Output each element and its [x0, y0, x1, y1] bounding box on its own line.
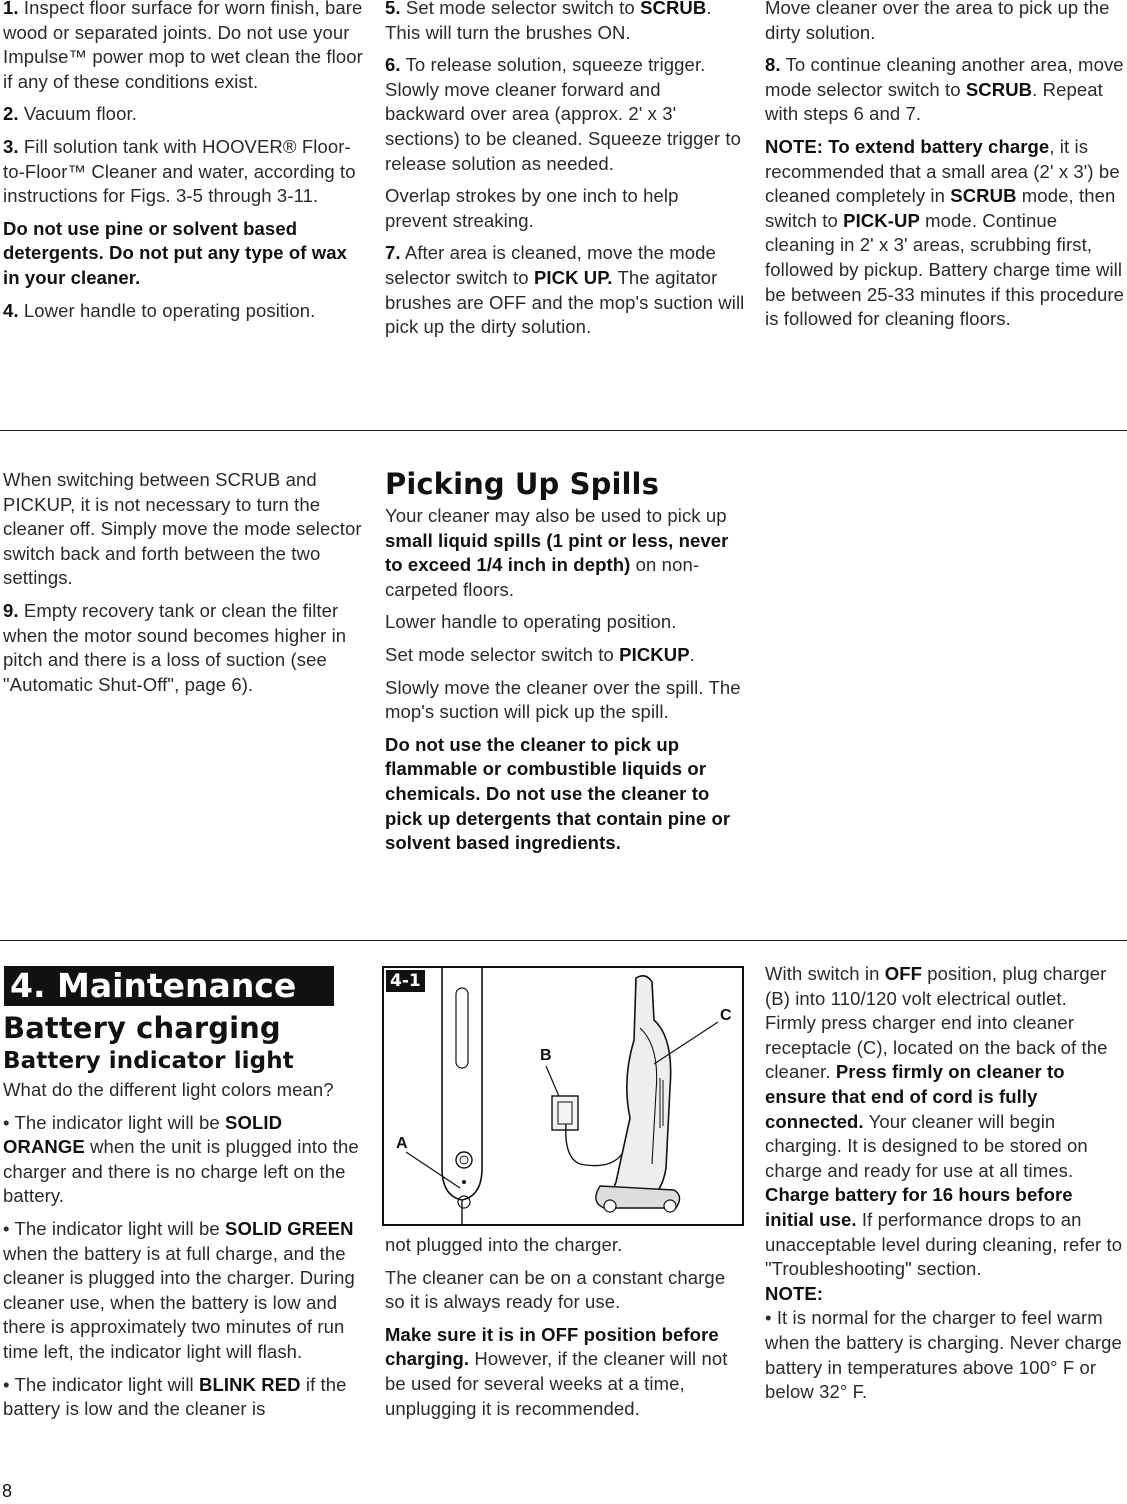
step-text: Inspect floor surface for worn finish, bare wood or separated joints. Do not use your Impulse™ power mop to wet clean the floor if any of these conditions exist. — [3, 0, 363, 92]
divider-top — [0, 430, 1127, 431]
step-7-continued: Move cleaner over the area to pick up the dirty solution. — [765, 0, 1110, 43]
charger-warm-note: • It is normal for the charger to feel warm when the battery is charging. Never charge battery in temperatures above 100° F or below 32° F. — [765, 1307, 1122, 1403]
step-text: Set mode selector switch to — [405, 0, 635, 18]
battery-note — [765, 135, 1125, 332]
text: when the battery is at full charge, and the cleaner is plugged into the charger. During cleaner use, when the battery is low and there is approximately two minutes of run time left, the indicator light will flash. — [3, 1242, 355, 1362]
text: With switch in — [765, 963, 880, 984]
text: Your cleaner may also be used to pick up — [385, 505, 727, 526]
chapter-title: 4. Maintenance — [4, 966, 334, 1006]
step-text: After area is cleaned, move the mode selector switch to — [385, 242, 716, 288]
section-heading-battery: Battery charging — [3, 1011, 281, 1045]
top-column-3 — [765, 0, 1125, 340]
callout-a: A — [396, 1135, 408, 1152]
connection-warning: Press firmly on cleaner to ensure that end of cord is fully connected. — [765, 1061, 1065, 1132]
top-column-2 — [385, 0, 745, 348]
middle-column-2 — [385, 468, 747, 864]
step-3 — [3, 135, 363, 209]
wall-outlet-icon — [552, 1096, 578, 1130]
figure-4-1 — [382, 966, 744, 1226]
text: position, plug charger (B) into 110/120 volt electrical outlet. — [765, 963, 1107, 1009]
text: if the battery is low and the cleaner is — [3, 1373, 347, 1420]
note-text: mode. Continue cleaning in 2' x 3' areas, scrubbing first, followed by pickup. Battery charge time will be between 25-33 minutes if this procedure is followed for cleaning floors. — [765, 209, 1124, 330]
note-text: , it is recommended that a small area (2' x 3') be cleaned completely in — [765, 135, 1120, 207]
step-6 — [385, 53, 745, 176]
step-text: Lower handle to operating position. — [23, 299, 316, 321]
subheading-indicator: Battery indicator light — [3, 1048, 294, 1074]
mode-scrub: SCRUB — [950, 185, 1017, 207]
set-mode — [385, 643, 747, 668]
mode-scrub: SCRUB — [965, 78, 1033, 100]
mode-pickup: PICK UP. — [533, 266, 613, 288]
step-2 — [3, 102, 363, 127]
step-number: 6. — [385, 54, 401, 76]
handle-outline — [442, 968, 482, 1200]
step-text: . This will turn the brushes ON. — [385, 0, 712, 43]
bottom-column-3 — [765, 962, 1125, 1413]
step-number: 8. — [765, 54, 781, 76]
note-label: NOTE: To extend battery charge — [765, 135, 1050, 157]
step-text: To release solution, squeeze trigger. Slowly move cleaner forward and backward over area (approx. 2' x 3' sections) to be cleaned. Squeeze trigger to release solution as needed. — [385, 54, 742, 174]
list-item — [3, 1217, 365, 1365]
step-text: Fill solution tank with HOOVER® Floor-to-Floor™ Cleaner and water, according to instructions for Figs. 3-5 through 3-11. — [3, 135, 356, 207]
text: on non-carpeted floors. — [385, 554, 700, 600]
charge-16-hours: Charge battery for 16 hours before initial use. — [765, 1184, 1073, 1230]
step-text: Empty recovery tank or clean the filter when the motor sound becomes higher in pitch and there is a loss of suction (see "Automatic Shut-Off", page 6). — [3, 599, 347, 695]
text: However, if the cleaner will not be used for several weeks at a time, unplugging it is recommended. — [385, 1348, 728, 1419]
charging-illustration — [384, 968, 742, 1224]
text: If performance drops to an unacceptable level during cleaning, refer to "Troubleshooting" section. — [765, 1208, 1123, 1280]
text: Your cleaner will begin charging. It is designed to be stored on charge and ready for use at all times. — [765, 1110, 1088, 1181]
text: when the unit is plugged into the charger and there is no charge left on the battery. — [3, 1136, 359, 1207]
note-label: NOTE: — [765, 1282, 824, 1304]
move-over-spill: Slowly move the cleaner over the spill. The mop's suction will pick up the spill. — [385, 676, 741, 723]
step-8 — [765, 53, 1125, 127]
list-item — [3, 1111, 365, 1209]
light-state: SOLID ORANGE — [3, 1111, 283, 1158]
callout-b: B — [540, 1047, 552, 1064]
cleaner-body — [613, 976, 670, 1204]
bottom-column-1 — [3, 1012, 365, 1430]
step-4 — [3, 299, 363, 324]
question: What do the different light colors mean? — [3, 1079, 334, 1100]
mode-scrub: SCRUB — [640, 0, 707, 18]
step-7 — [385, 241, 745, 339]
middle-column-1 — [3, 468, 365, 705]
off-warning: Make sure it is in OFF position before charging. — [385, 1323, 719, 1370]
text: . — [689, 643, 695, 665]
callout-c: C — [720, 1007, 732, 1024]
blink-red-continued: not plugged into the charger. — [385, 1234, 623, 1255]
figure-label: 4-1 — [386, 970, 425, 992]
step-number: 5. — [385, 0, 401, 18]
switching-note: When switching between SCRUB and PICKUP, it is not necessary to turn the cleaner off. Simply move the mode selector switch back and forth between the two settings. — [3, 469, 362, 589]
step-number: 3. — [3, 135, 19, 157]
switch-off: OFF — [884, 963, 923, 984]
step-number: 2. — [3, 103, 19, 125]
text: • The indicator light will — [3, 1373, 194, 1395]
step-text: . Repeat with steps 6 and 7. — [765, 78, 1103, 125]
press-charger — [765, 1011, 1125, 1183]
list-item — [3, 1373, 365, 1422]
light-state: BLINK RED — [198, 1373, 301, 1395]
overlap-tip: Overlap strokes by one inch to help prevent streaking. — [385, 185, 679, 231]
initial-charge — [765, 1183, 1125, 1281]
step-number: 9. — [3, 599, 19, 621]
lower-handle: Lower handle to operating position. — [385, 611, 677, 633]
flammable-warning: Do not use the cleaner to pick up flammable or combustible liquids or chemicals. Do not use the cleaner to pick up detergents that contain pine or solvent based ingredients. — [385, 733, 731, 854]
bottom-column-2 — [385, 1233, 745, 1429]
text: • The indicator light will be — [3, 1111, 220, 1133]
step-9 — [3, 599, 365, 697]
step-1 — [3, 0, 363, 94]
plug-charger — [765, 962, 1125, 1011]
spills-intro — [385, 504, 747, 602]
mode-pickup: PICK-UP — [843, 209, 920, 231]
divider-bottom — [0, 940, 1127, 941]
light-state: SOLID GREEN — [225, 1217, 354, 1239]
mode-pickup: PICKUP — [619, 643, 690, 665]
indicator-list — [3, 1111, 365, 1422]
section-heading-spills: Picking Up Spills — [385, 467, 659, 501]
text: Firmly press charger end into cleaner receptacle (C), located on the back of the cleaner. — [765, 1012, 1108, 1083]
constant-charge: The cleaner can be on a constant charge so it is always ready for use. — [385, 1266, 726, 1313]
off-position-note — [385, 1323, 745, 1421]
page-number: 8 — [2, 1481, 13, 1501]
note-text: mode, then switch to — [765, 185, 1116, 231]
step-text: To continue cleaning another area, move mode selector switch to — [765, 54, 1124, 100]
step-5 — [385, 0, 745, 45]
step-number: 1. — [3, 0, 19, 18]
detergent-warning: Do not use pine or solvent based detergents. Do not put any type of wax in your cleaner. — [3, 217, 348, 288]
text: Set mode selector switch to — [385, 643, 614, 665]
step-text: The agitator brushes are OFF and the mop's suction will pick up the dirty solution. — [385, 266, 745, 338]
spill-limit: small liquid spills (1 pint or less, never to exceed 1/4 inch in depth) — [385, 529, 729, 576]
text: • The indicator light will be — [3, 1217, 220, 1239]
step-text: Vacuum floor. — [23, 103, 137, 125]
step-number: 7. — [385, 242, 401, 264]
top-column-1 — [3, 0, 363, 331]
step-number: 4. — [3, 299, 19, 321]
